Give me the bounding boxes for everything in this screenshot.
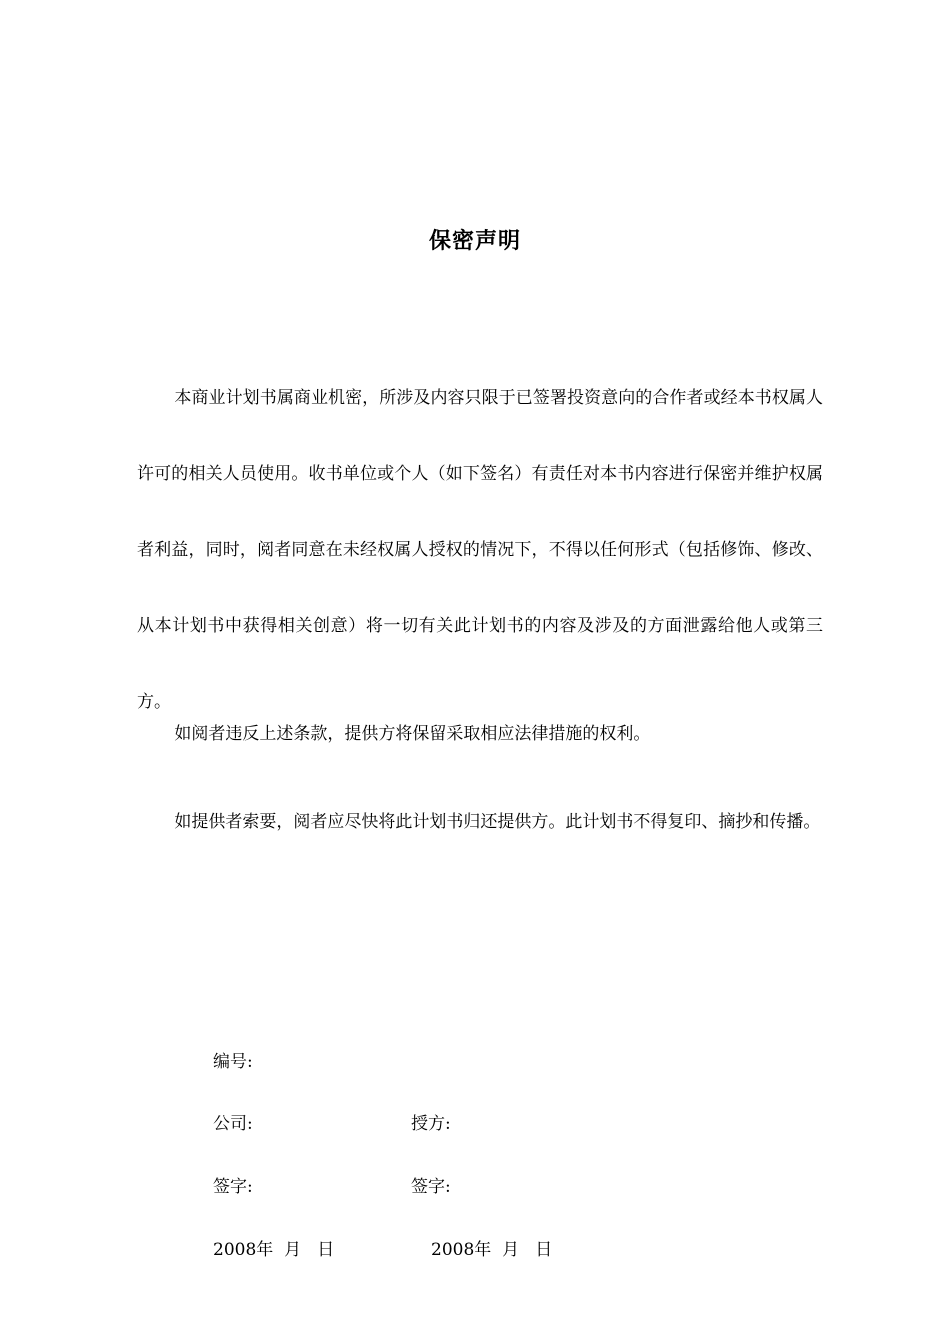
grantee-label: 授方:: [411, 1114, 451, 1134]
signature-label-right: 签字:: [411, 1177, 451, 1197]
confidentiality-paragraph-1: 本商业计划书属商业机密，所涉及内容只限于已签署投资意向的合作者或经本书权属人许可的相关人员使用。收书单位或个人（如下签名）有责任对本书内容进行保密并维护权属者利益，同时，阅者同意在未经权属人授权的情况下，不得以任何形式（包括修饰、修改、从本计划书中获得相关创意）将一切有关此计划书的内容及涉及的方面泄露给他人或第三方。: [137, 388, 823, 712]
confidentiality-paragraph-2: 如阅者违反上述条款，提供方将保留采取相应法律措施的权利。: [174, 724, 651, 744]
page-title: 保密声明: [428, 228, 521, 254]
number-label: 编号:: [213, 1052, 253, 1072]
company-label: 公司:: [213, 1114, 253, 1134]
date-left: 2008年 月 日: [213, 1240, 335, 1260]
confidentiality-paragraph-3: 如提供者索要，阅者应尽快将此计划书归还提供方。此计划书不得复印、摘抄和传播。: [174, 812, 821, 832]
date-right: 2008年 月 日: [431, 1240, 553, 1260]
signature-label-left: 签字:: [213, 1177, 253, 1197]
